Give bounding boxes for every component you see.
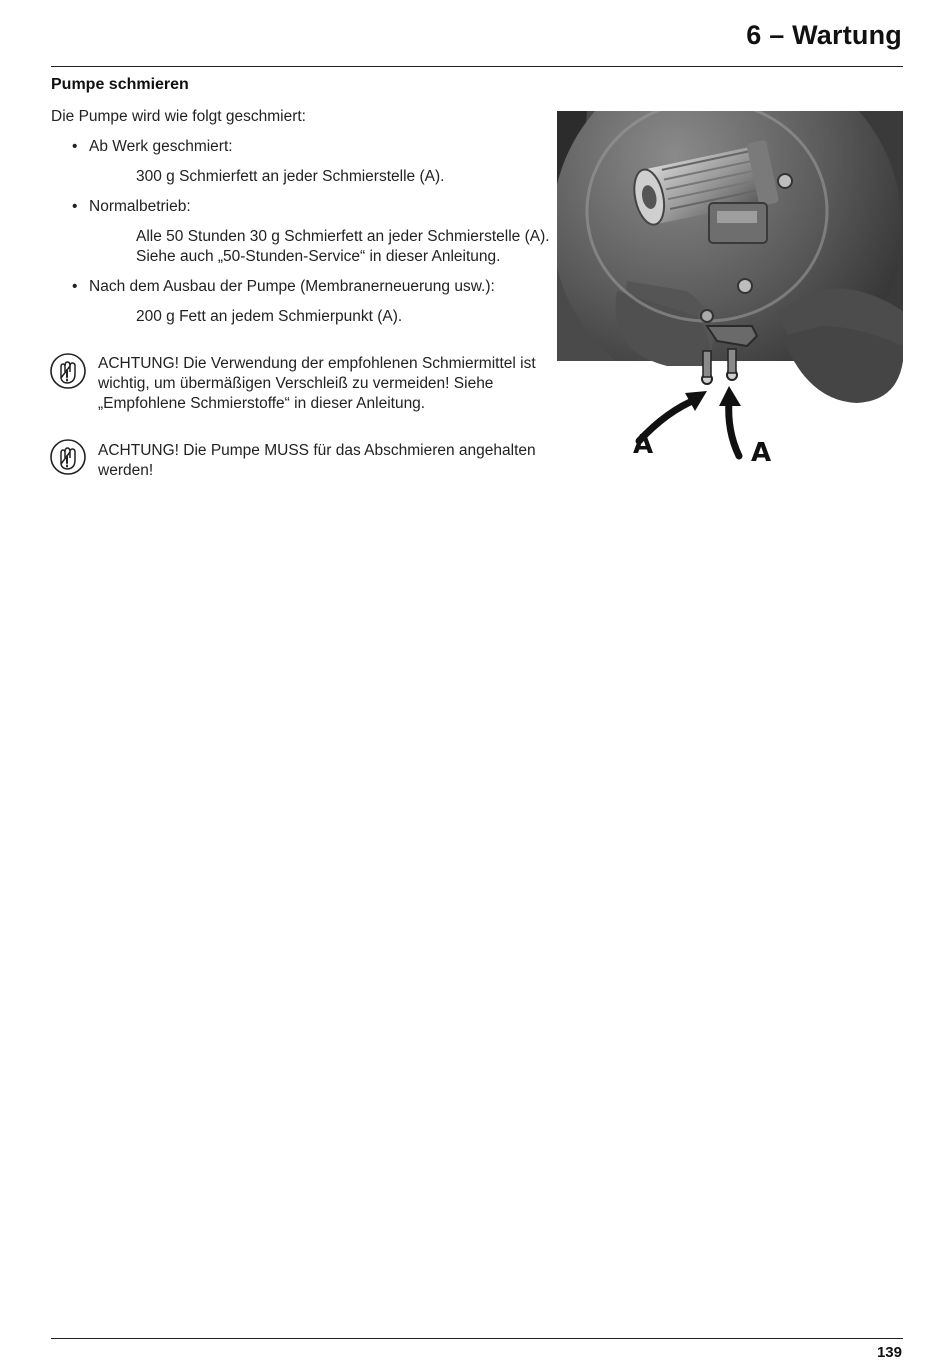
list-item bbox=[72, 197, 191, 217]
figure-label-a: A bbox=[751, 438, 772, 468]
warning-line: wichtig, um übermäßigen Verschleiß zu vermeiden! Siehe bbox=[98, 375, 494, 392]
hand-warning-icon bbox=[49, 352, 87, 390]
list-item-detail: 300 g Schmierfett an jeder Schmierstelle (A). bbox=[136, 168, 445, 185]
warning-line: werden! bbox=[98, 462, 154, 479]
section-title: Pumpe schmieren bbox=[51, 76, 189, 93]
page-number: 139 bbox=[876, 1344, 902, 1361]
warning-line: ACHTUNG! Die Pumpe MUSS für das Abschmieren angehalten bbox=[98, 442, 536, 459]
list-item-label: Normalbetrieb: bbox=[89, 198, 191, 215]
intro-text: Die Pumpe wird wie folgt geschmiert: bbox=[51, 108, 306, 125]
list-item-detail: Siehe auch „50-Stunden-Service“ in dieser Anleitung. bbox=[136, 248, 501, 265]
bullet-icon: • bbox=[72, 198, 78, 215]
hand-warning-icon bbox=[49, 438, 87, 476]
warning-line: ACHTUNG! Die Verwendung der empfohlenen Schmiermittel ist bbox=[98, 355, 536, 372]
pump-photo bbox=[557, 111, 903, 481]
bullet-icon: • bbox=[72, 278, 78, 295]
list-item bbox=[72, 277, 495, 297]
figure-label-a: A bbox=[633, 430, 654, 460]
warning-line: „Empfohlene Schmierstoffe“ in dieser Anleitung. bbox=[98, 395, 426, 412]
list-item-label: Nach dem Ausbau der Pumpe (Membranerneuerung usw.): bbox=[89, 278, 495, 295]
list-item-detail: Alle 50 Stunden 30 g Schmierfett an jeder Schmierstelle (A). bbox=[136, 228, 550, 245]
footer-rule bbox=[51, 1338, 903, 1339]
chapter-title: 6 – Wartung bbox=[746, 20, 902, 50]
list-item-detail: 200 g Fett an jedem Schmierpunkt (A). bbox=[136, 308, 403, 325]
bullet-icon: • bbox=[72, 138, 78, 155]
pump-illustration bbox=[557, 111, 903, 481]
header-rule bbox=[51, 66, 903, 67]
list-item bbox=[72, 137, 233, 157]
list-item-label: Ab Werk geschmiert: bbox=[89, 138, 233, 155]
